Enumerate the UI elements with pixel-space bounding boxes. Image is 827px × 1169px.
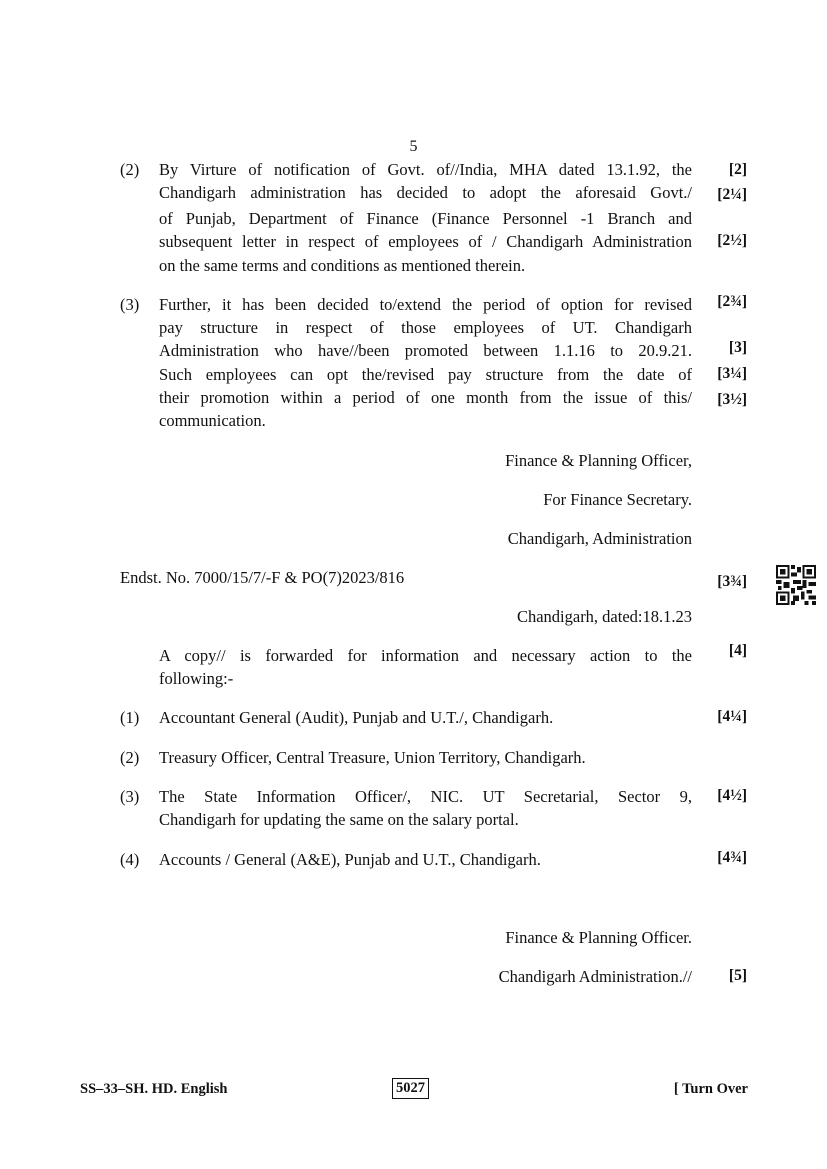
paragraph-3-line-4: Such employees can opt the/revised pay structure from the date of (159, 365, 692, 384)
page-number: 5 (409, 138, 418, 155)
recipient-4-line-1: Accounts / General (A&E), Punjab and U.T., Chandigarh. (159, 850, 541, 869)
mark-4-three-quarter: [4¾] (717, 849, 747, 866)
mark-3: [3] (728, 339, 747, 356)
recipient-2-number: (2) (120, 748, 140, 767)
mark-3-quarter: [3¼] (717, 365, 747, 382)
recipient-3-line-1: The State Information Officer/, NIC. UT Secretarial, Sector 9, (159, 787, 692, 806)
mark-2-three-quarter: [2¾] (717, 293, 747, 310)
signature-2-line-1: Finance & Planning Officer. (505, 928, 692, 947)
paragraph-2-number: (2) (120, 160, 140, 179)
paragraph-2-line-2: Chandigarh administration has decided to adopt the aforesaid Govt./ (159, 183, 692, 202)
mark-2-quarter: [2¼] (717, 186, 747, 203)
recipient-3-line-2: Chandigarh for updating the same on the salary portal. (159, 810, 519, 829)
paragraph-2-line-4: subsequent letter in respect of employees of / Chandigarh Administration (159, 232, 692, 251)
paragraph-3-number: (3) (120, 295, 140, 314)
mark-5: [5] (728, 967, 747, 984)
mark-3-half: [3½] (717, 391, 747, 408)
mark-4-quarter: [4¼] (717, 708, 747, 725)
paragraph-3-line-5: their promotion within a period of one month from the issue of this/ (159, 388, 692, 407)
mark-2-half: [2½] (717, 232, 747, 249)
endorsement-date: Chandigarh, dated:18.1.23 (516, 607, 692, 626)
recipient-1-line-1: Accountant General (Audit), Punjab and U.T./, Chandigarh. (159, 708, 554, 727)
copy-forwarded-line-2: following:- (159, 669, 234, 688)
signature-2-line-2: Chandigarh Administration.// (498, 967, 692, 986)
signature-1-line-3: Chandigarh, Administration (507, 529, 692, 548)
recipient-4-number: (4) (120, 850, 140, 869)
signature-1-line-1: Finance & Planning Officer, (505, 451, 692, 470)
footer-box-number: 5027 (392, 1078, 429, 1099)
endorsement-number: Endst. No. 7000/15/7/-F & PO(7)2023/816 (120, 568, 405, 587)
paragraph-3-line-2: pay structure in respect of those employees of UT. Chandigarh (159, 318, 692, 337)
footer-code: SS–33–SH. HD. English (80, 1081, 228, 1097)
mark-4: [4] (728, 642, 747, 659)
paragraph-3-line-1: Further, it has been decided to/extend the period of option for revised (159, 295, 692, 314)
mark-4-half: [4½] (717, 787, 747, 804)
paragraph-2-line-1: By Virture of notification of Govt. of//India, MHA dated 13.1.92, the (159, 160, 692, 179)
paragraph-3-line-3: Administration who have//been promoted between 1.1.16 to 20.9.21. (159, 341, 692, 360)
footer-turn-over: [ Turn Over (673, 1081, 748, 1097)
mark-3-three-quarter: [3¾] (717, 573, 747, 590)
paragraph-2-line-5: on the same terms and conditions as mentioned therein. (159, 256, 526, 275)
paragraph-3-line-6: communication. (159, 411, 266, 430)
recipient-1-number: (1) (120, 708, 140, 727)
recipient-3-number: (3) (120, 787, 140, 806)
paragraph-2-line-3: of Punjab, Department of Finance (Finance Personnel -1 Branch and (159, 209, 692, 228)
mark-2: [2] (728, 161, 747, 178)
signature-1-line-2: For Finance Secretary. (543, 490, 692, 509)
copy-forwarded-line-1: A copy// is forwarded for information and necessary action to the (159, 646, 692, 665)
qr-code-icon (776, 565, 816, 605)
recipient-2-line-1: Treasury Officer, Central Treasure, Union Territory, Chandigarh. (159, 748, 586, 767)
